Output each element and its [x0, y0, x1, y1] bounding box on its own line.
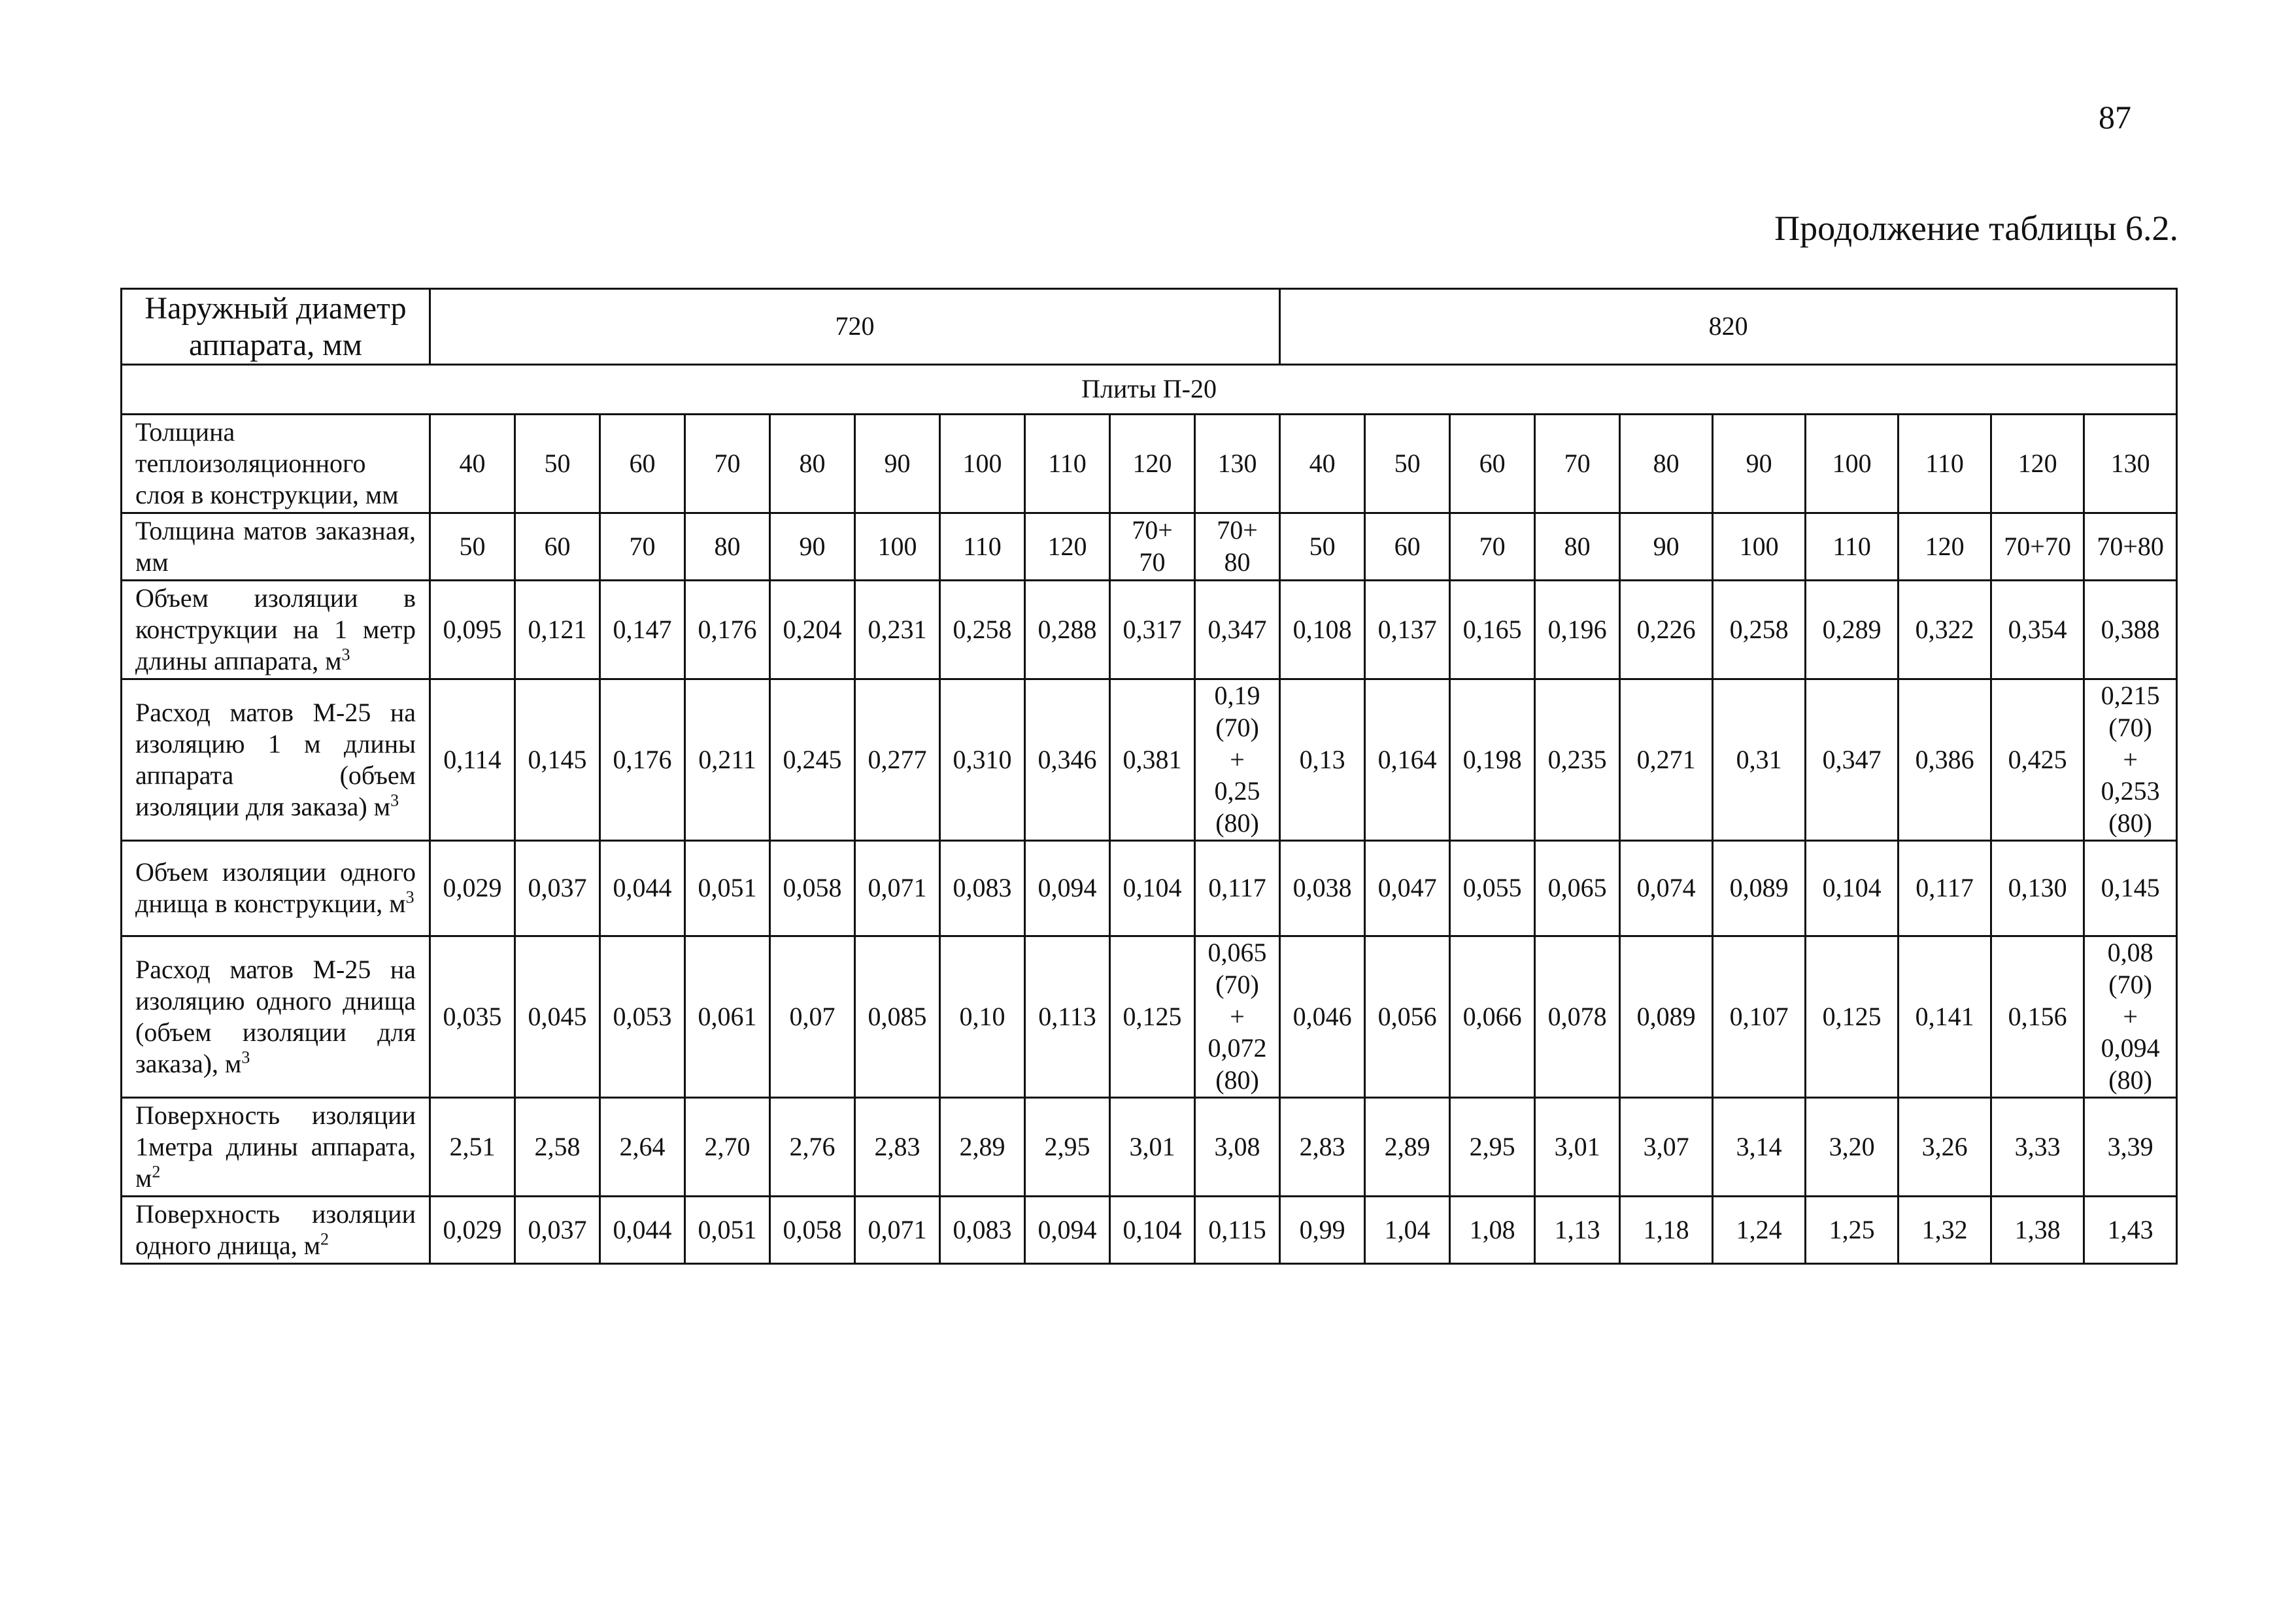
- table-cell: 110: [940, 513, 1025, 581]
- table-cell: 2,51: [430, 1097, 515, 1196]
- table-cell: 70+ 70: [1110, 513, 1195, 581]
- table-cell: 0,271: [1620, 679, 1713, 841]
- table-cell: 0,141: [1899, 936, 1991, 1097]
- table-cell: 70: [1450, 513, 1535, 581]
- table-cell: 0,08 (70) + 0,094 (80): [2084, 936, 2177, 1097]
- table-cell: 0,071: [855, 1196, 940, 1263]
- table-cell: 0,074: [1620, 840, 1713, 936]
- table-cell: 1,24: [1713, 1196, 1806, 1263]
- table-cell: 0,046: [1280, 936, 1365, 1097]
- table-cell: 0,347: [1195, 581, 1280, 679]
- table-cell: 40: [430, 415, 515, 513]
- group-720: 720: [430, 289, 1280, 365]
- table-cell: 130: [1195, 415, 1280, 513]
- table-cell: 100: [1806, 415, 1899, 513]
- table-cell: 0,211: [685, 679, 770, 841]
- table-cell: 0,104: [1806, 840, 1899, 936]
- table-cell: 0,058: [770, 1196, 855, 1263]
- table-cell: 0,347: [1806, 679, 1899, 841]
- table-cell: 0,258: [940, 581, 1025, 679]
- table-cell: 3,26: [1899, 1097, 1991, 1196]
- table-row: [122, 936, 2177, 1097]
- table-cell: 3,20: [1806, 1097, 1899, 1196]
- material-subheader: Плиты П-20: [122, 365, 2177, 415]
- row-label: Поверхность изоляции одного днища, $м^2$: [122, 1196, 430, 1263]
- table-cell: 0,078: [1535, 936, 1620, 1097]
- table-cell: 0,10: [940, 936, 1025, 1097]
- table-cell: 80: [770, 415, 855, 513]
- table-cell: 0,083: [940, 1196, 1025, 1263]
- table-cell: 80: [1535, 513, 1620, 581]
- row-label: Объем изоляции в конструкции на 1 метр длины аппарата, $м^3$: [122, 581, 430, 679]
- table-cell: 0,037: [515, 840, 600, 936]
- table-cell: 110: [1025, 415, 1110, 513]
- table-row: [122, 513, 2177, 581]
- table-cell: 3,01: [1535, 1097, 1620, 1196]
- table-row: [122, 840, 2177, 936]
- table-cell: 60: [1450, 415, 1535, 513]
- table-cell: 0,061: [685, 936, 770, 1097]
- table-cell: 0,145: [515, 679, 600, 841]
- insulation-table: [120, 288, 2178, 1265]
- table-cell: 1,04: [1365, 1196, 1450, 1263]
- table-cell: 0,083: [940, 840, 1025, 936]
- table-row: [122, 415, 2177, 513]
- table-cell: 0,056: [1365, 936, 1450, 1097]
- table-cell: 0,176: [685, 581, 770, 679]
- table-row: [122, 1196, 2177, 1263]
- table-cell: 70+80: [2084, 513, 2177, 581]
- table-cell: 0,130: [1991, 840, 2084, 936]
- table-cell: 0,125: [1110, 936, 1195, 1097]
- table-cell: 0,058: [770, 840, 855, 936]
- table-cell: 0,145: [2084, 840, 2177, 936]
- table-cell: 0,196: [1535, 581, 1620, 679]
- table-cell: 0,117: [1899, 840, 1991, 936]
- table-cell: 0,121: [515, 581, 600, 679]
- table-cell: 0,258: [1713, 581, 1806, 679]
- table-cell: 0,035: [430, 936, 515, 1097]
- table-cell: 0,231: [855, 581, 940, 679]
- table-cell: 120: [1025, 513, 1110, 581]
- table-cell: 0,147: [600, 581, 685, 679]
- table-cell: 0,215 (70) + 0,253 (80): [2084, 679, 2177, 841]
- table-cell: 50: [515, 415, 600, 513]
- table-cell: 0,386: [1899, 679, 1991, 841]
- table-cell: 0,045: [515, 936, 600, 1097]
- table-cell: 0,037: [515, 1196, 600, 1263]
- table-cell: 0,288: [1025, 581, 1110, 679]
- table-cell: 70+70: [1991, 513, 2084, 581]
- table-cell: 3,07: [1620, 1097, 1713, 1196]
- table-cell: 0,277: [855, 679, 940, 841]
- table-cell: 0,094: [1025, 1196, 1110, 1263]
- group-820: 820: [1280, 289, 2177, 365]
- table-cell: 2,83: [855, 1097, 940, 1196]
- header-label: Наружный диаметр аппарата, мм: [122, 289, 430, 365]
- row-label: Поверхность изоляции 1метра длины аппарата, $м^2$: [122, 1097, 430, 1196]
- row-label: Толщина теплоизоляционного слоя в конструкции, мм: [122, 415, 430, 513]
- row-label: Толщина матов заказная, мм: [122, 513, 430, 581]
- table-cell: 0,13: [1280, 679, 1365, 841]
- table-cell: 70+ 80: [1195, 513, 1280, 581]
- table-cell: 0,388: [2084, 581, 2177, 679]
- table-cell: 0,044: [600, 1196, 685, 1263]
- table-cell: 0,051: [685, 1196, 770, 1263]
- table-cell: 0,089: [1620, 936, 1713, 1097]
- table-cell: 50: [1280, 513, 1365, 581]
- table-cell: 0,065: [1535, 840, 1620, 936]
- table-cell: 100: [940, 415, 1025, 513]
- table-cell: 1,08: [1450, 1196, 1535, 1263]
- table-cell: 40: [1280, 415, 1365, 513]
- row-label: Объем изоляции одного днища в конструкции, $м^3$: [122, 840, 430, 936]
- table-caption: Продолжение таблицы 6.2.: [1774, 209, 2178, 248]
- table-cell: 0,104: [1110, 1196, 1195, 1263]
- table-cell: 3,39: [2084, 1097, 2177, 1196]
- table-cell: 70: [600, 513, 685, 581]
- table-cell: 1,25: [1806, 1196, 1899, 1263]
- table-row: [122, 679, 2177, 841]
- table-cell: 2,95: [1025, 1097, 1110, 1196]
- table-cell: 0,053: [600, 936, 685, 1097]
- table-cell: 0,065 (70) + 0,072 (80): [1195, 936, 1280, 1097]
- table-cell: 0,051: [685, 840, 770, 936]
- table-cell: 2,70: [685, 1097, 770, 1196]
- table-cell: 0,354: [1991, 581, 2084, 679]
- table-cell: 0,07: [770, 936, 855, 1097]
- table-cell: 2,64: [600, 1097, 685, 1196]
- table-cell: 3,33: [1991, 1097, 2084, 1196]
- row-label: Расход матов М-25 на изоляцию одного днища (объем изоляции для заказа), $м^3$: [122, 936, 430, 1097]
- table-cell: 0,322: [1899, 581, 1991, 679]
- table-cell: 0,066: [1450, 936, 1535, 1097]
- table-cell: 1,18: [1620, 1196, 1713, 1263]
- table-cell: 0,029: [430, 1196, 515, 1263]
- table-cell: 0,165: [1450, 581, 1535, 679]
- table-cell: 110: [1899, 415, 1991, 513]
- table-cell: 120: [1991, 415, 2084, 513]
- table-cell: 60: [600, 415, 685, 513]
- table-cell: 0,346: [1025, 679, 1110, 841]
- table-cell: 70: [685, 415, 770, 513]
- table-cell: 110: [1806, 513, 1899, 581]
- table-cell: 0,381: [1110, 679, 1195, 841]
- table-cell: 50: [1365, 415, 1450, 513]
- table-cell: 0,085: [855, 936, 940, 1097]
- table-cell: 2,58: [515, 1097, 600, 1196]
- table-cell: 0,113: [1025, 936, 1110, 1097]
- table-cell: 0,114: [430, 679, 515, 841]
- table-cell: 0,095: [430, 581, 515, 679]
- table-cell: 80: [1620, 415, 1713, 513]
- table-cell: 2,83: [1280, 1097, 1365, 1196]
- table-cell: 0,156: [1991, 936, 2084, 1097]
- table-cell: 0,038: [1280, 840, 1365, 936]
- table-cell: 90: [1713, 415, 1806, 513]
- table-cell: 120: [1110, 415, 1195, 513]
- table-cell: 0,289: [1806, 581, 1899, 679]
- table-cell: 1,43: [2084, 1196, 2177, 1263]
- table-cell: 0,115: [1195, 1196, 1280, 1263]
- table-cell: 0,071: [855, 840, 940, 936]
- table-cell: 0,107: [1713, 936, 1806, 1097]
- table-cell: 90: [770, 513, 855, 581]
- table-cell: 60: [1365, 513, 1450, 581]
- table-cell: 0,055: [1450, 840, 1535, 936]
- page-number: 87: [2099, 99, 2131, 135]
- table-cell: 0,245: [770, 679, 855, 841]
- table-cell: 130: [2084, 415, 2177, 513]
- table-cell: 0,044: [600, 840, 685, 936]
- table-cell: 0,235: [1535, 679, 1620, 841]
- table-cell: 100: [1713, 513, 1806, 581]
- table-cell: 1,32: [1899, 1196, 1991, 1263]
- table-cell: 90: [855, 415, 940, 513]
- table-cell: 0,108: [1280, 581, 1365, 679]
- table-cell: 2,89: [1365, 1097, 1450, 1196]
- table-cell: 0,029: [430, 840, 515, 936]
- table-cell: 120: [1899, 513, 1991, 581]
- row-label: Расход матов М-25 на изоляцию 1 м длины аппарата (объем изоляции для заказа) $м^3$: [122, 679, 430, 841]
- table-cell: 0,226: [1620, 581, 1713, 679]
- table-cell: 0,99: [1280, 1196, 1365, 1263]
- table-cell: 0,164: [1365, 679, 1450, 841]
- table-cell: 0,094: [1025, 840, 1110, 936]
- table-cell: 80: [685, 513, 770, 581]
- table-cell: 0,198: [1450, 679, 1535, 841]
- table-cell: 0,19 (70) + 0,25 (80): [1195, 679, 1280, 841]
- table-cell: 90: [1620, 513, 1713, 581]
- table-cell: 0,137: [1365, 581, 1450, 679]
- table-cell: 2,76: [770, 1097, 855, 1196]
- table-row: [122, 1097, 2177, 1196]
- table-cell: 1,13: [1535, 1196, 1620, 1263]
- table-cell: 100: [855, 513, 940, 581]
- table-cell: 2,89: [940, 1097, 1025, 1196]
- table-cell: 3,08: [1195, 1097, 1280, 1196]
- table-cell: 0,317: [1110, 581, 1195, 679]
- table-cell: 0,31: [1713, 679, 1806, 841]
- table-cell: 2,95: [1450, 1097, 1535, 1196]
- table-cell: 0,310: [940, 679, 1025, 841]
- table-cell: 0,104: [1110, 840, 1195, 936]
- table-cell: 0,425: [1991, 679, 2084, 841]
- table-cell: 0,204: [770, 581, 855, 679]
- table-cell: 60: [515, 513, 600, 581]
- table-row: [122, 581, 2177, 679]
- table-cell: 3,01: [1110, 1097, 1195, 1196]
- table-cell: 0,047: [1365, 840, 1450, 936]
- table-cell: 70: [1535, 415, 1620, 513]
- table-cell: 3,14: [1713, 1097, 1806, 1196]
- table-cell: 50: [430, 513, 515, 581]
- table-cell: 0,176: [600, 679, 685, 841]
- table-cell: 1,38: [1991, 1196, 2084, 1263]
- table-cell: 0,089: [1713, 840, 1806, 936]
- table-cell: 0,125: [1806, 936, 1899, 1097]
- table-cell: 0,117: [1195, 840, 1280, 936]
